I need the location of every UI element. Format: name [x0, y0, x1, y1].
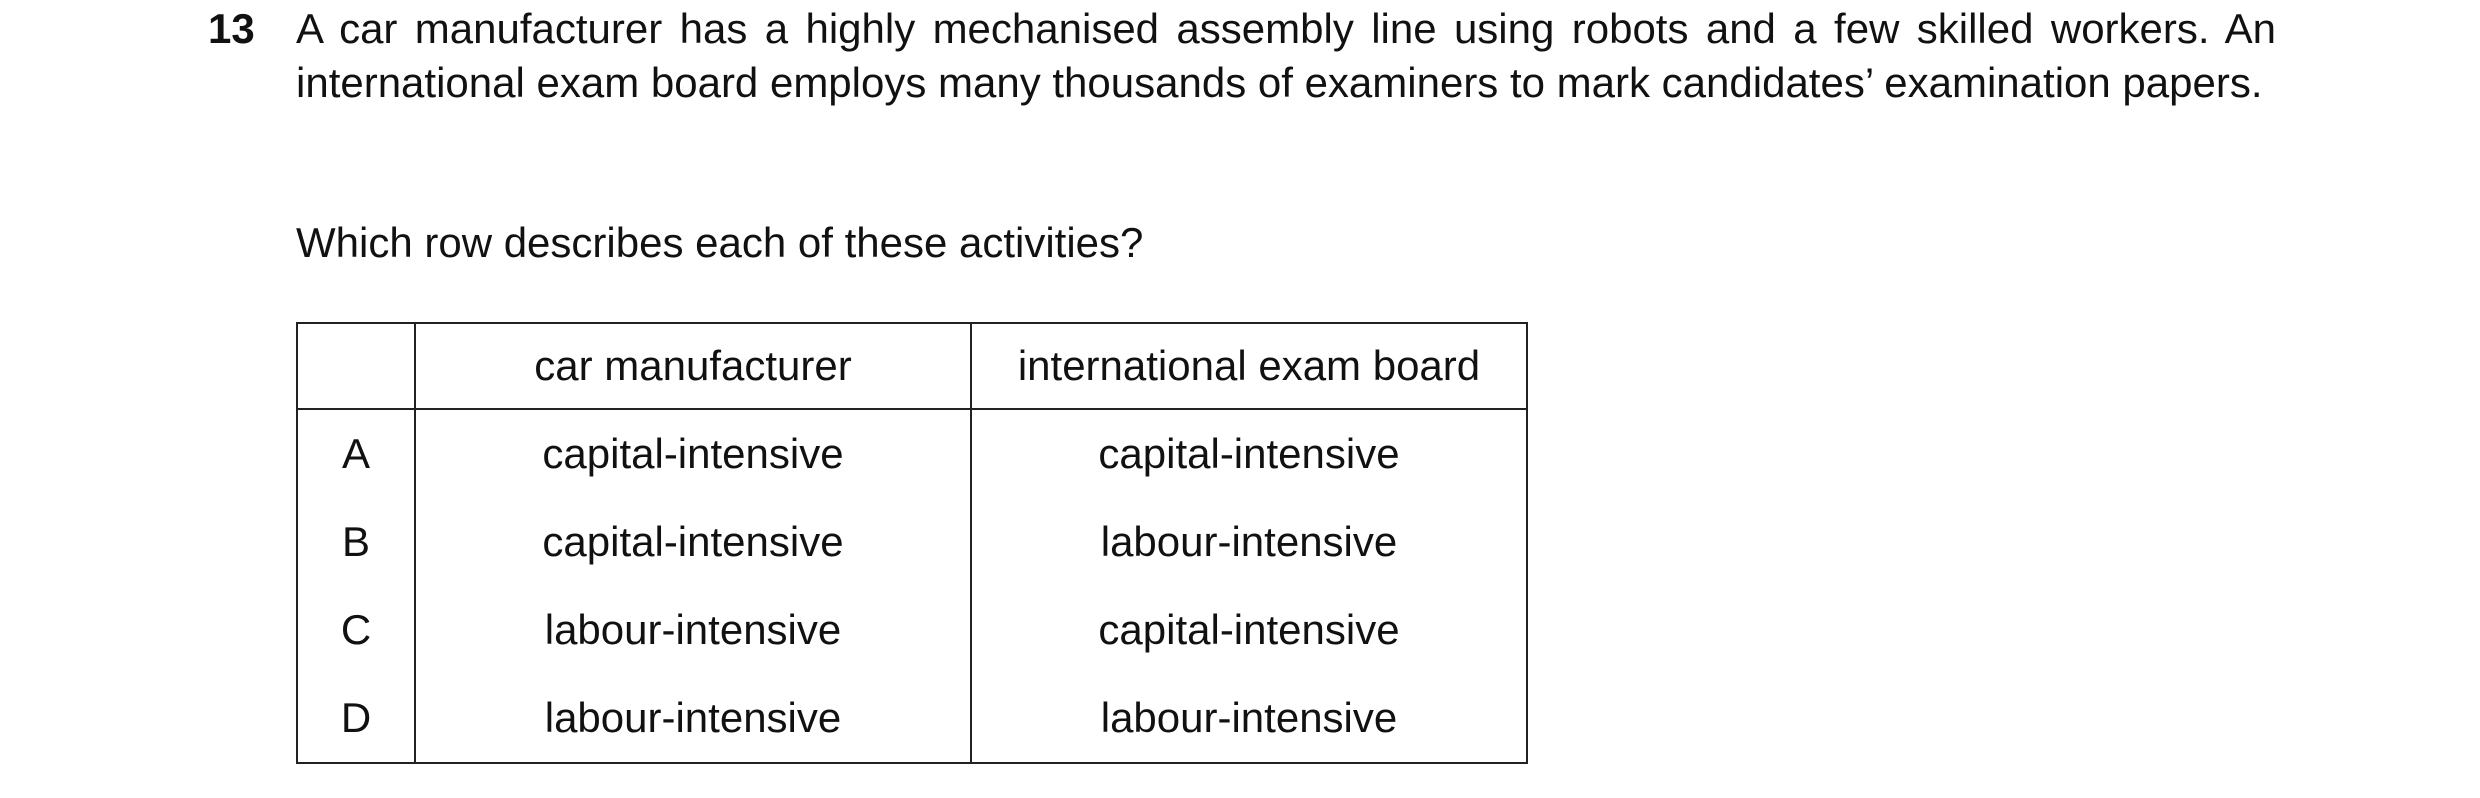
exam-board-cell: labour-intensive: [971, 498, 1527, 586]
option-row-c: [297, 586, 1527, 674]
option-letter: C: [297, 586, 415, 674]
exam-board-cell: capital-intensive: [971, 586, 1527, 674]
exam-board-cell: labour-intensive: [971, 674, 1527, 763]
option-letter: B: [297, 498, 415, 586]
header-international-exam-board: international exam board: [971, 323, 1527, 409]
car-manufacturer-cell: capital-intensive: [415, 409, 971, 498]
question-prompt: Which row describes each of these activities?: [296, 219, 1144, 266]
car-manufacturer-cell: capital-intensive: [415, 498, 971, 586]
car-manufacturer-cell: labour-intensive: [415, 586, 971, 674]
car-manufacturer-cell: labour-intensive: [415, 674, 971, 763]
question-stem: A car manufacturer has a highly mechanised assembly line using robots and a few skilled workers. An international exam board employs many thousands of examiners to mark candidates’ examination papers.: [296, 5, 2276, 106]
options-table: [296, 322, 1528, 764]
question-number: 13: [208, 5, 255, 52]
header-car-manufacturer: car manufacturer: [415, 323, 971, 409]
header-letter-cell: [297, 323, 415, 409]
option-row-a: [297, 409, 1527, 498]
option-row-d: [297, 674, 1527, 763]
option-row-b: [297, 498, 1527, 586]
exam-board-cell: capital-intensive: [971, 409, 1527, 498]
table-header-row: [297, 323, 1527, 409]
option-letter: A: [297, 409, 415, 498]
option-letter: D: [297, 674, 415, 763]
